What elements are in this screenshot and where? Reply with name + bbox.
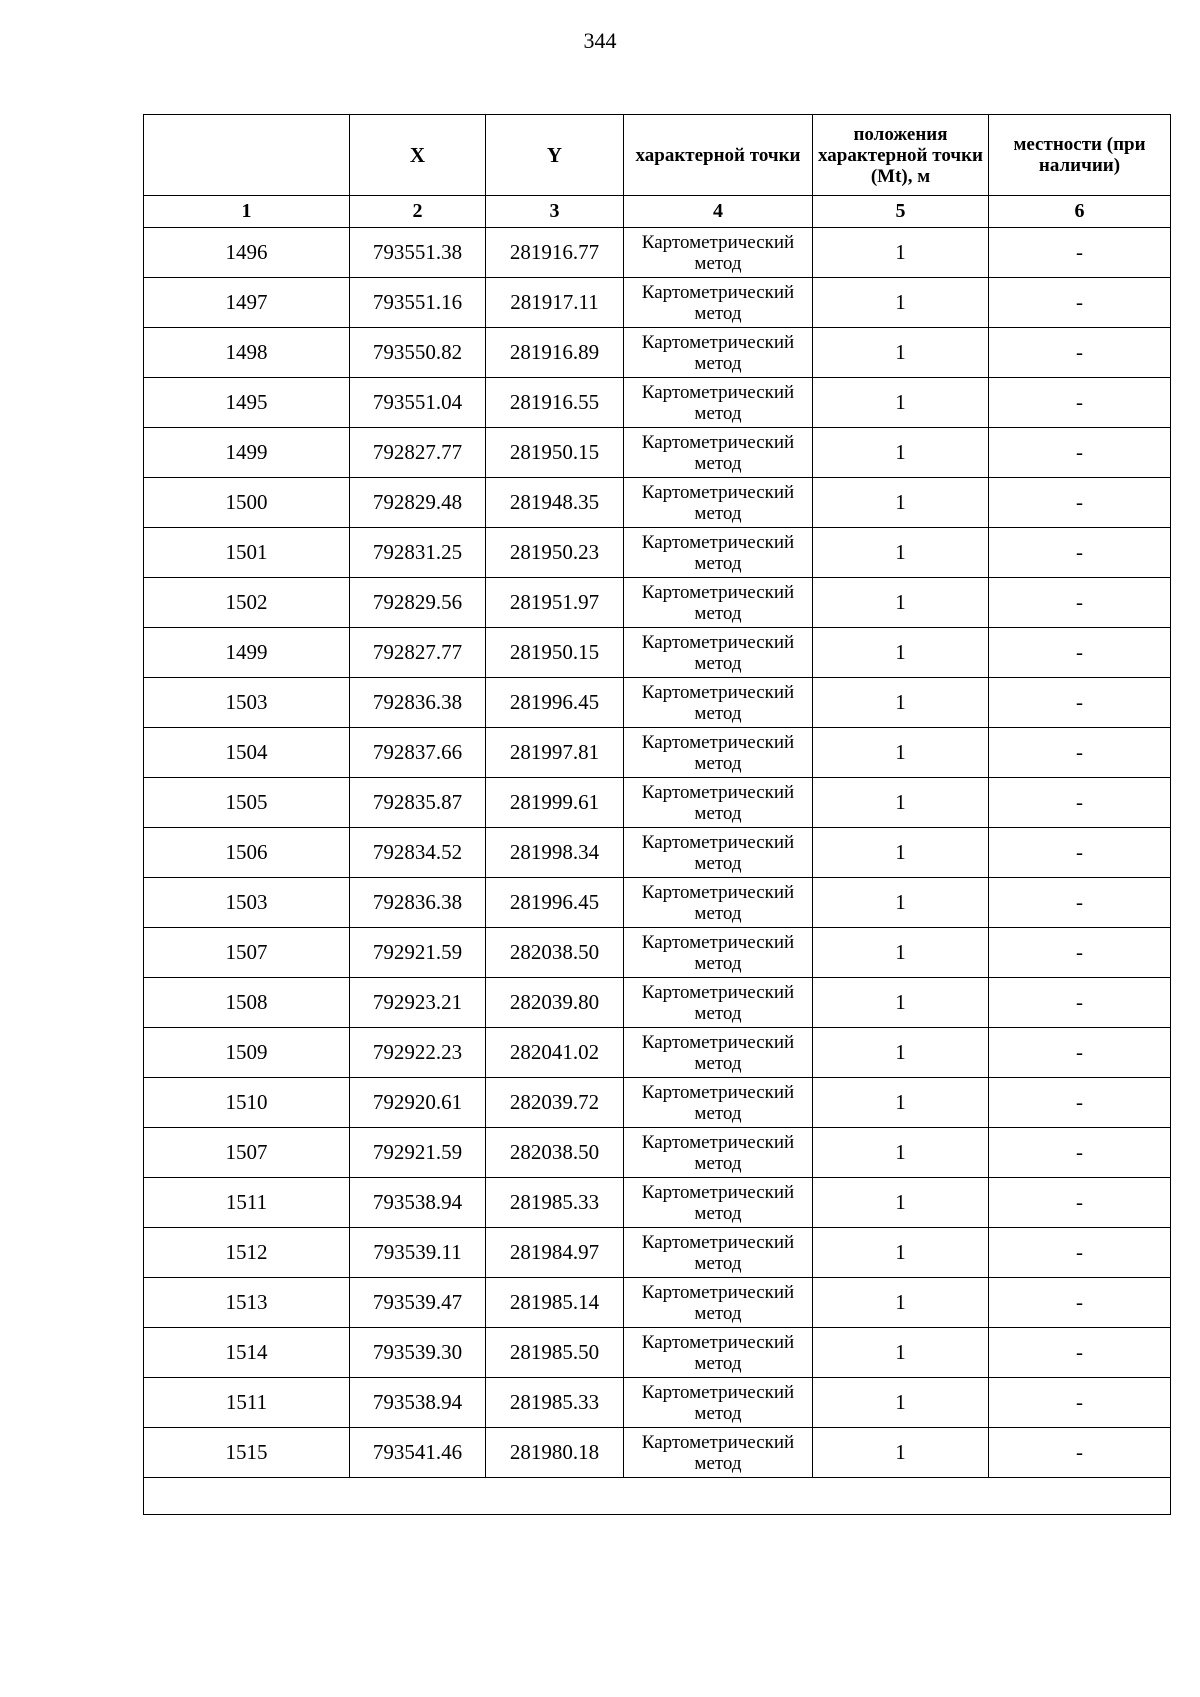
description-cell: - bbox=[989, 728, 1171, 778]
point-number-cell: 1499 bbox=[144, 428, 350, 478]
table-row bbox=[144, 228, 1171, 278]
table-body bbox=[144, 228, 1171, 1515]
column-number: 3 bbox=[486, 196, 624, 228]
method-cell: Картометрический метод bbox=[624, 1128, 813, 1178]
accuracy-cell: 1 bbox=[813, 1328, 989, 1378]
accuracy-cell: 1 bbox=[813, 828, 989, 878]
table-row bbox=[144, 1228, 1171, 1278]
accuracy-cell: 1 bbox=[813, 1278, 989, 1328]
method-cell: Картометрический метод bbox=[624, 628, 813, 678]
method-cell: Картометрический метод bbox=[624, 1028, 813, 1078]
y-coordinate-cell: 281985.50 bbox=[486, 1328, 624, 1378]
description-cell: - bbox=[989, 778, 1171, 828]
header-cell-y: Y bbox=[486, 115, 624, 196]
y-coordinate-cell: 281950.15 bbox=[486, 628, 624, 678]
description-cell: - bbox=[989, 478, 1171, 528]
x-coordinate-cell: 793541.46 bbox=[350, 1428, 486, 1478]
x-coordinate-cell: 792836.38 bbox=[350, 878, 486, 928]
table-header-row bbox=[144, 115, 1171, 196]
y-coordinate-cell: 281950.15 bbox=[486, 428, 624, 478]
y-coordinate-cell: 281984.97 bbox=[486, 1228, 624, 1278]
description-cell: - bbox=[989, 1228, 1171, 1278]
table-row bbox=[144, 578, 1171, 628]
accuracy-cell: 1 bbox=[813, 1128, 989, 1178]
description-cell: - bbox=[989, 878, 1171, 928]
x-coordinate-cell: 793551.16 bbox=[350, 278, 486, 328]
table-row bbox=[144, 778, 1171, 828]
table-row bbox=[144, 1428, 1171, 1478]
method-cell: Картометрический метод bbox=[624, 878, 813, 928]
method-cell: Картометрический метод bbox=[624, 578, 813, 628]
method-cell: Картометрический метод bbox=[624, 1178, 813, 1228]
method-cell: Картометрический метод bbox=[624, 1428, 813, 1478]
point-number-cell: 1500 bbox=[144, 478, 350, 528]
description-cell: - bbox=[989, 1428, 1171, 1478]
column-number: 6 bbox=[989, 196, 1171, 228]
y-coordinate-cell: 281916.55 bbox=[486, 378, 624, 428]
x-coordinate-cell: 793551.38 bbox=[350, 228, 486, 278]
header-cell-location: местности (при наличии) bbox=[989, 115, 1171, 196]
point-number-cell: 1502 bbox=[144, 578, 350, 628]
method-cell: Картометрический метод bbox=[624, 978, 813, 1028]
accuracy-cell: 1 bbox=[813, 978, 989, 1028]
x-coordinate-cell: 793538.94 bbox=[350, 1178, 486, 1228]
accuracy-cell: 1 bbox=[813, 878, 989, 928]
column-number-row bbox=[144, 196, 1171, 228]
method-cell: Картометрический метод bbox=[624, 278, 813, 328]
method-cell: Картометрический метод bbox=[624, 1228, 813, 1278]
table-row bbox=[144, 328, 1171, 378]
y-coordinate-cell: 281996.45 bbox=[486, 878, 624, 928]
table-row bbox=[144, 378, 1171, 428]
accuracy-cell: 1 bbox=[813, 1078, 989, 1128]
method-cell: Картометрический метод bbox=[624, 1278, 813, 1328]
table-row bbox=[144, 1078, 1171, 1128]
point-number-cell: 1501 bbox=[144, 528, 350, 578]
point-number-cell: 1514 bbox=[144, 1328, 350, 1378]
table-row bbox=[144, 978, 1171, 1028]
point-number-cell: 1506 bbox=[144, 828, 350, 878]
description-cell: - bbox=[989, 978, 1171, 1028]
accuracy-cell: 1 bbox=[813, 328, 989, 378]
y-coordinate-cell: 281985.33 bbox=[486, 1378, 624, 1428]
x-coordinate-cell: 793538.94 bbox=[350, 1378, 486, 1428]
accuracy-cell: 1 bbox=[813, 578, 989, 628]
point-number-cell: 1508 bbox=[144, 978, 350, 1028]
y-coordinate-cell: 281985.33 bbox=[486, 1178, 624, 1228]
y-coordinate-cell: 281950.23 bbox=[486, 528, 624, 578]
table-row bbox=[144, 1278, 1171, 1328]
x-coordinate-cell: 793539.11 bbox=[350, 1228, 486, 1278]
x-coordinate-cell: 793550.82 bbox=[350, 328, 486, 378]
point-number-cell: 1498 bbox=[144, 328, 350, 378]
accuracy-cell: 1 bbox=[813, 1178, 989, 1228]
y-coordinate-cell: 282041.02 bbox=[486, 1028, 624, 1078]
header-cell-x: X bbox=[350, 115, 486, 196]
y-coordinate-cell: 281948.35 bbox=[486, 478, 624, 528]
column-number: 4 bbox=[624, 196, 813, 228]
column-number: 5 bbox=[813, 196, 989, 228]
accuracy-cell: 1 bbox=[813, 478, 989, 528]
description-cell: - bbox=[989, 1328, 1171, 1378]
x-coordinate-cell: 792827.77 bbox=[350, 628, 486, 678]
description-cell: - bbox=[989, 1378, 1171, 1428]
point-number-cell: 1512 bbox=[144, 1228, 350, 1278]
description-cell: - bbox=[989, 678, 1171, 728]
header-cell-accuracy: положения характерной точки (Mt), м bbox=[813, 115, 989, 196]
method-cell: Картометрический метод bbox=[624, 678, 813, 728]
point-number-cell: 1510 bbox=[144, 1078, 350, 1128]
x-coordinate-cell: 793539.30 bbox=[350, 1328, 486, 1378]
y-coordinate-cell: 281917.11 bbox=[486, 278, 624, 328]
description-cell: - bbox=[989, 828, 1171, 878]
accuracy-cell: 1 bbox=[813, 1228, 989, 1278]
method-cell: Картометрический метод bbox=[624, 778, 813, 828]
point-number-cell: 1515 bbox=[144, 1428, 350, 1478]
description-cell: - bbox=[989, 628, 1171, 678]
table-row bbox=[144, 1178, 1171, 1228]
x-coordinate-cell: 792831.25 bbox=[350, 528, 486, 578]
point-number-cell: 1505 bbox=[144, 778, 350, 828]
description-cell: - bbox=[989, 1178, 1171, 1228]
point-number-cell: 1496 bbox=[144, 228, 350, 278]
method-cell: Картометрический метод bbox=[624, 1078, 813, 1128]
x-coordinate-cell: 792835.87 bbox=[350, 778, 486, 828]
description-cell: - bbox=[989, 1028, 1171, 1078]
x-coordinate-cell: 792837.66 bbox=[350, 728, 486, 778]
x-coordinate-cell: 792921.59 bbox=[350, 928, 486, 978]
x-coordinate-cell: 793551.04 bbox=[350, 378, 486, 428]
method-cell: Картометрический метод bbox=[624, 728, 813, 778]
table-row bbox=[144, 878, 1171, 928]
table-row bbox=[144, 928, 1171, 978]
table-row bbox=[144, 1378, 1171, 1428]
column-number: 2 bbox=[350, 196, 486, 228]
point-number-cell: 1509 bbox=[144, 1028, 350, 1078]
accuracy-cell: 1 bbox=[813, 928, 989, 978]
x-coordinate-cell: 792834.52 bbox=[350, 828, 486, 878]
y-coordinate-cell: 281998.34 bbox=[486, 828, 624, 878]
method-cell: Картометрический метод bbox=[624, 228, 813, 278]
empty-cell bbox=[144, 1478, 1171, 1515]
method-cell: Картометрический метод bbox=[624, 1328, 813, 1378]
table-row bbox=[144, 828, 1171, 878]
accuracy-cell: 1 bbox=[813, 228, 989, 278]
accuracy-cell: 1 bbox=[813, 378, 989, 428]
point-number-cell: 1503 bbox=[144, 878, 350, 928]
method-cell: Картометрический метод bbox=[624, 428, 813, 478]
point-number-cell: 1511 bbox=[144, 1378, 350, 1428]
point-number-cell: 1507 bbox=[144, 928, 350, 978]
table-row bbox=[144, 628, 1171, 678]
point-number-cell: 1513 bbox=[144, 1278, 350, 1328]
y-coordinate-cell: 281999.61 bbox=[486, 778, 624, 828]
header-cell-point: характерной точки bbox=[624, 115, 813, 196]
y-coordinate-cell: 282038.50 bbox=[486, 1128, 624, 1178]
method-cell: Картометрический метод bbox=[624, 828, 813, 878]
method-cell: Картометрический метод bbox=[624, 928, 813, 978]
accuracy-cell: 1 bbox=[813, 728, 989, 778]
y-coordinate-cell: 281996.45 bbox=[486, 678, 624, 728]
x-coordinate-cell: 792923.21 bbox=[350, 978, 486, 1028]
description-cell: - bbox=[989, 428, 1171, 478]
y-coordinate-cell: 281980.18 bbox=[486, 1428, 624, 1478]
y-coordinate-cell: 282039.80 bbox=[486, 978, 624, 1028]
table-row bbox=[144, 1128, 1171, 1178]
point-number-cell: 1507 bbox=[144, 1128, 350, 1178]
x-coordinate-cell: 792827.77 bbox=[350, 428, 486, 478]
table-row bbox=[144, 278, 1171, 328]
y-coordinate-cell: 281997.81 bbox=[486, 728, 624, 778]
x-coordinate-cell: 793539.47 bbox=[350, 1278, 486, 1328]
table-row bbox=[144, 528, 1171, 578]
description-cell: - bbox=[989, 1078, 1171, 1128]
description-cell: - bbox=[989, 928, 1171, 978]
table-row bbox=[144, 678, 1171, 728]
coordinates-table bbox=[143, 114, 1171, 1515]
accuracy-cell: 1 bbox=[813, 628, 989, 678]
y-coordinate-cell: 281951.97 bbox=[486, 578, 624, 628]
table-row bbox=[144, 728, 1171, 778]
table-row bbox=[144, 1028, 1171, 1078]
y-coordinate-cell: 281916.89 bbox=[486, 328, 624, 378]
point-number-cell: 1495 bbox=[144, 378, 350, 428]
method-cell: Картометрический метод bbox=[624, 1378, 813, 1428]
accuracy-cell: 1 bbox=[813, 1028, 989, 1078]
table-row bbox=[144, 1328, 1171, 1378]
point-number-cell: 1511 bbox=[144, 1178, 350, 1228]
y-coordinate-cell: 281985.14 bbox=[486, 1278, 624, 1328]
description-cell: - bbox=[989, 1278, 1171, 1328]
y-coordinate-cell: 282038.50 bbox=[486, 928, 624, 978]
point-number-cell: 1499 bbox=[144, 628, 350, 678]
method-cell: Картометрический метод bbox=[624, 528, 813, 578]
table-row bbox=[144, 428, 1171, 478]
y-coordinate-cell: 282039.72 bbox=[486, 1078, 624, 1128]
page-number: 344 bbox=[583, 28, 617, 53]
method-cell: Картометрический метод bbox=[624, 378, 813, 428]
method-cell: Картометрический метод bbox=[624, 478, 813, 528]
description-cell: - bbox=[989, 378, 1171, 428]
accuracy-cell: 1 bbox=[813, 528, 989, 578]
y-coordinate-cell: 281916.77 bbox=[486, 228, 624, 278]
description-cell: - bbox=[989, 528, 1171, 578]
x-coordinate-cell: 792829.56 bbox=[350, 578, 486, 628]
x-coordinate-cell: 792921.59 bbox=[350, 1128, 486, 1178]
point-number-cell: 1497 bbox=[144, 278, 350, 328]
empty-table-row bbox=[144, 1478, 1171, 1515]
x-coordinate-cell: 792922.23 bbox=[350, 1028, 486, 1078]
description-cell: - bbox=[989, 328, 1171, 378]
accuracy-cell: 1 bbox=[813, 428, 989, 478]
x-coordinate-cell: 792829.48 bbox=[350, 478, 486, 528]
x-coordinate-cell: 792920.61 bbox=[350, 1078, 486, 1128]
accuracy-cell: 1 bbox=[813, 778, 989, 828]
description-cell: - bbox=[989, 1128, 1171, 1178]
table-row bbox=[144, 478, 1171, 528]
x-coordinate-cell: 792836.38 bbox=[350, 678, 486, 728]
accuracy-cell: 1 bbox=[813, 1378, 989, 1428]
accuracy-cell: 1 bbox=[813, 678, 989, 728]
accuracy-cell: 1 bbox=[813, 1428, 989, 1478]
description-cell: - bbox=[989, 278, 1171, 328]
column-number: 1 bbox=[144, 196, 350, 228]
header-cell bbox=[144, 115, 350, 196]
description-cell: - bbox=[989, 578, 1171, 628]
method-cell: Картометрический метод bbox=[624, 328, 813, 378]
point-number-cell: 1503 bbox=[144, 678, 350, 728]
accuracy-cell: 1 bbox=[813, 278, 989, 328]
description-cell: - bbox=[989, 228, 1171, 278]
point-number-cell: 1504 bbox=[144, 728, 350, 778]
